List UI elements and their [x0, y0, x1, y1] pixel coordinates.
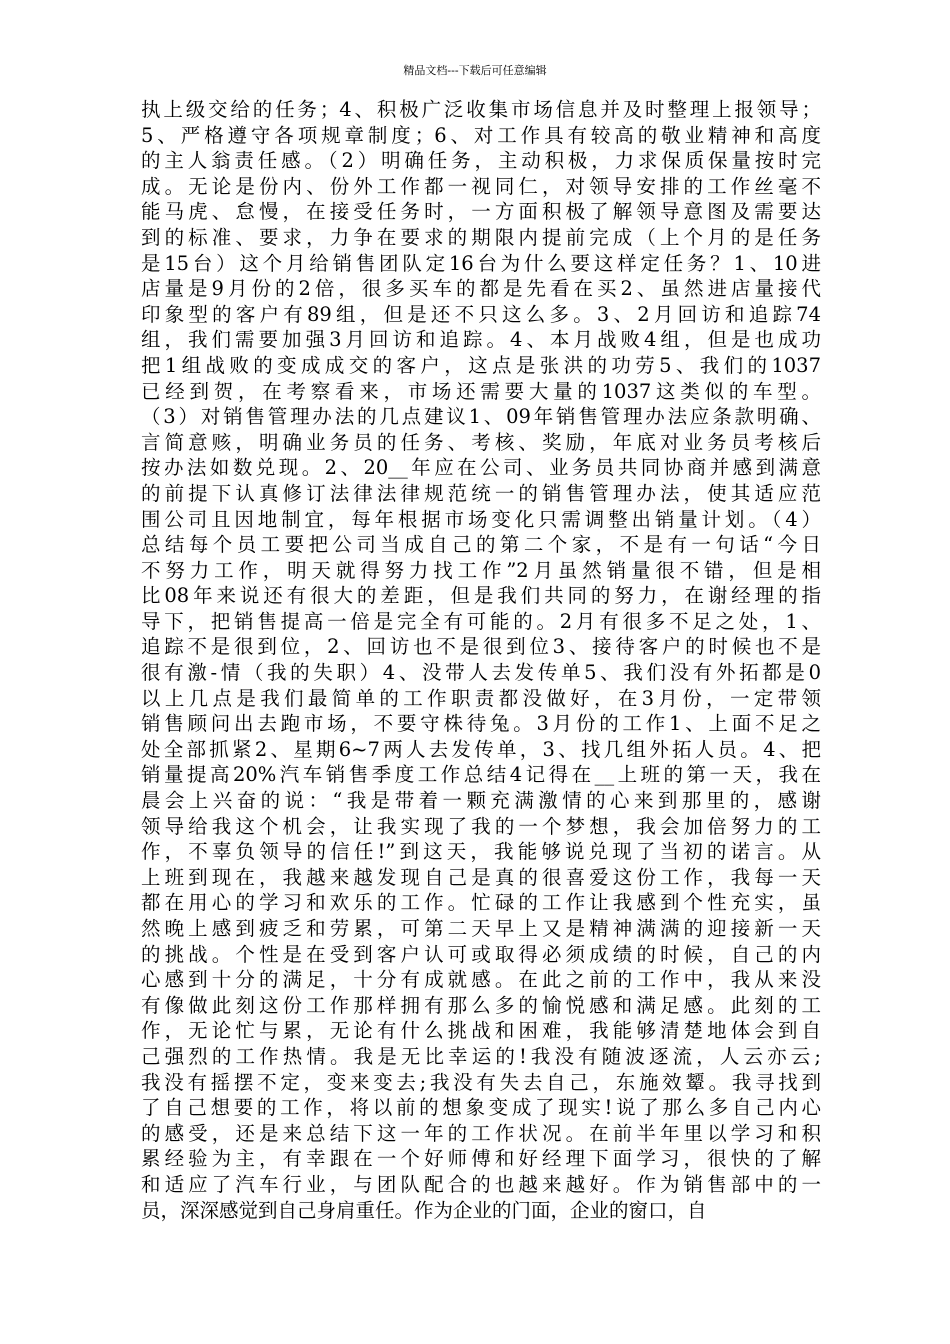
text-line: 上班到现在，我越来越发现自己是真的很喜爱这份工作，我每一天 — [141, 865, 821, 889]
text-line: 把1组战败的变成成交的客户，这点是张洪的功劳5、我们的1037 — [141, 353, 821, 377]
body-text — [141, 97, 821, 1223]
text-line: 已经到贺，在考察看来，市场还需要大量的1037这类似的车型。 — [141, 379, 821, 403]
text-line: 成。无论是份内、份外工作都一视同仁，对领导安排的工作丝毫不 — [141, 174, 821, 198]
text-line: 都在用心的学习和欢乐的工作。忙碌的工作让我感到个性充实，虽 — [141, 891, 821, 915]
text-line: 员，深深感觉到自己身肩重任。作为企业的门面，企业的窗口，自 — [141, 1198, 707, 1222]
text-line: 按办法如数兑现。2、20__年应在公司、业务员共同协商并感到满意 — [141, 456, 821, 480]
text-line: 言简意赅，明确业务员的任务、考核、奖励，年底对业务员考核后 — [141, 430, 821, 454]
text-line: 己强烈的工作热情。我是无比幸运的!我没有随波逐流，人云亦云; — [141, 1044, 821, 1068]
text-line: 累经验为主，有幸跟在一个好师傅和好经理下面学习，很快的了解 — [141, 1147, 821, 1171]
text-line: 总结每个员工要把公司当成自己的第二个家，不是有一句话“今日 — [141, 533, 821, 557]
text-line: 我没有摇摆不定，变来变去;我没有失去自己，东施效颦。我寻找到 — [141, 1070, 821, 1094]
text-line: 晨会上兴奋的说：“我是带着一颗充满激情的心来到那里的，感谢 — [141, 789, 821, 813]
text-line: 导下，把销售提高一倍是完全有可能的。2月有很多不足之处，1、 — [141, 609, 821, 633]
text-line: 的挑战。个性是在受到客户认可或取得必须成绩的时候，自己的内 — [141, 942, 821, 966]
text-line: 心感到十分的满足，十分有成就感。在此之前的工作中，我从来没 — [141, 968, 821, 992]
text-line: 追踪不是很到位，2、回访也不是很到位3、接待客户的时候也不是 — [141, 635, 821, 659]
text-line: 以上几点是我们最简单的工作职责都没做好，在3月份，一定带领 — [141, 686, 821, 710]
text-line: 作，不辜负领导的信任!”到这天，我能够说兑现了当初的诺言。从 — [141, 840, 821, 864]
text-line: 处全部抓紧2、星期6~7两人去发传单，3、找几组外拓人员。4、把 — [141, 737, 821, 761]
text-line: 然晚上感到疲乏和劳累，可第二天早上又是精神满满的迎接新一天 — [141, 917, 821, 940]
text-line: 组，我们需要加强3月回访和追踪。4、本月战败4组，但是也成功 — [141, 328, 821, 352]
text-line: 执上级交给的任务；4、积极广泛收集市场信息并及时整理上报领导； — [141, 98, 821, 121]
text-line: 销量提高20%汽车销售季度工作总结4记得在__上班的第一天，我在 — [141, 763, 821, 787]
text-line: 有像做此刻这份工作那样拥有那么多的愉悦感和满足感。此刻的工 — [141, 993, 821, 1017]
text-line: 的前提下认真修订法律法律规范统一的销售管理办法，使其适应范 — [141, 481, 821, 505]
text-line: 到的标准、要求，力争在要求的期限内提前完成（上个月的是任务 — [141, 225, 821, 249]
text-line: 了自己想要的工作，将以前的想象变成了现实!说了那么多自己内心 — [141, 1096, 821, 1120]
text-line: 和适应了汽车行业，与团队配合的也越来越好。作为销售部中的一 — [141, 1172, 821, 1196]
text-line: 领导给我这个机会，让我实现了我的一个梦想，我会加倍努力的工 — [141, 814, 821, 838]
text-line: 不努力工作，明天就得努力找工作”2月虽然销量很不错，但是相 — [141, 558, 821, 582]
text-line: 围公司且因地制宜，每年根据市场变化只需调整出销量计划。（4） — [141, 507, 821, 531]
text-line: 的感受，还是来总结下这一年的工作状况。在前半年里以学习和积 — [141, 1121, 821, 1145]
text-line: 作，无论忙与累，无论有什么挑战和困难，我能够清楚地体会到自 — [141, 1019, 821, 1043]
text-line: 是15台）这个月给销售团队定16台为什么要这样定任务？1、10进 — [141, 251, 821, 275]
text-line: 比08年来说还有很大的差距，但是我们共同的努力，在谢经理的指 — [141, 584, 821, 608]
text-line: （3）对销售管理办法的几点建议1、09年销售管理办法应条款明确、 — [141, 405, 821, 429]
text-line: 店量是9月份的2倍，很多买车的都是先看在买2、虽然进店量接代 — [141, 277, 821, 301]
text-line: 的主人翁责任感。（2）明确任务，主动积极，力求保质保量按时完 — [141, 149, 821, 173]
text-line: 能马虎、怠慢，在接受任务时，一方面积极了解领导意图及需要达 — [141, 200, 821, 224]
text-line: 印象型的客户有89组，但是还不只这么多。3、2月回访和追踪74 — [141, 302, 821, 326]
text-line: 5、严格遵守各项规章制度；6、对工作具有较高的敬业精神和高度 — [141, 123, 821, 147]
page-header: 精品文档---下载后可任意编辑 — [403, 64, 547, 77]
text-line: 销售顾问出去跑市场，不要守株待兔。3月份的工作1、上面不足之 — [141, 712, 821, 736]
text-line: 很有激-情（我的失职）4、没带人去发传单5、我们没有外拓都是0 — [141, 661, 821, 685]
